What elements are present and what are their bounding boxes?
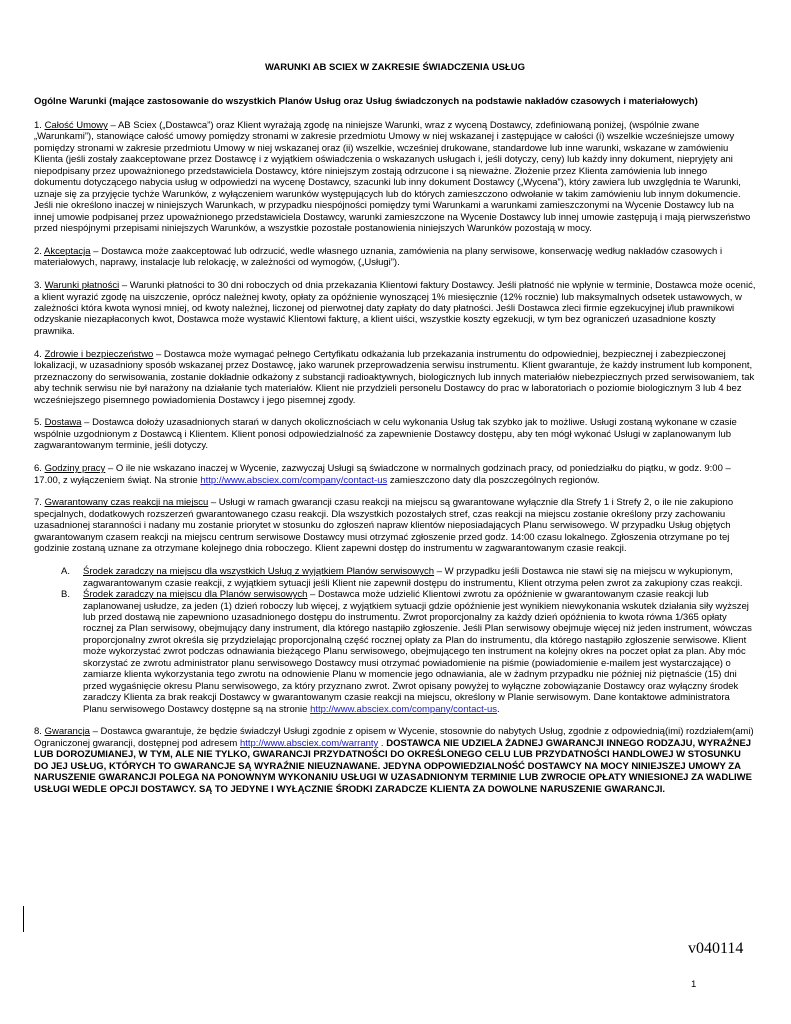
section-number: 6.	[34, 463, 45, 475]
section-heading: Akceptacja	[44, 245, 91, 257]
section-text: – AB Sciex („Dostawca”) oraz Klient wyrażają zgodę na niniejsze Warunki, wraz z wyceną Dostawcy, zdefiniowaną poniżej, (wspólnie zwane „Warunkami”), stanowiące całość umowy pomiędzy stronami w zakresie przedmiotu Umowy w niej wskazanej i zastępujące w całości (i) wszelkie wcześniejsze umowy pomiędzy stronami w zakresie przedmiotu Umowy w niej wskazanej oraz (ii) wszelkie, wcześniej drukowane, standardowe lub inne warunki, wskazane w zamówieniu Klienta (jeśli zostały zaakceptowane przez Dostawcę i z wyjątkiem oświadczenia o wskazanych usługach i, jeśli dotyczy, ceny) lub każdy inny dokument, niepryjęty ani niepodpisany przez upoważnionego przedstawiciela Dostawcy, które niniejszym zostają odrzucone i są nieważne. Złożenie przez Klienta zamówienia lub innego dokumentu dotyczącego nabycia usług w odpowiedzi na wycenę Dostawcy, szacunki lub inny dokument Dostawcy („Wycena”), który zawiera lub uwzględnia te Warunki, uznaje się za przyjęcie tychże Warunków, z wyłączeniem warunków występujących lub do których zamieszczono odwołanie w takim zamówieniu lub innym dokumencie. Jeśli nie określono inaczej w niniejszych Warunkach, w przypadku niespójności pomiędzy tymi Warunkami a warunkami zamieszczonymi na Wycenie Dostawcy lub na innej umowie podpisanej przez upoważnionego przedstawiciela Dostawcy, warunki zamieszczone na Wycenie Dostawcy lub innej umowie zastępują i mają pierwszeństwo przed niespójnymi przepisami niniejszych Warunków, a wszystkie pozostałe postanowienia niniejszych Warunków pozostają w mocy.	[34, 119, 751, 234]
list-item-heading: Środek zaradczy na miejscu dla Planów serwisowych	[83, 589, 308, 601]
contact-us-link[interactable]: http://www.absciex.com/company/contact-us	[200, 474, 388, 486]
section-number: 8.	[34, 726, 45, 738]
section-text-after: .	[378, 737, 387, 749]
section-number: 5.	[34, 417, 45, 429]
list-item-b	[61, 589, 756, 715]
list-letter: B.	[61, 589, 70, 601]
section-1	[34, 120, 756, 235]
revision-bar	[23, 906, 24, 932]
section-3	[34, 280, 756, 337]
section-8	[34, 726, 756, 795]
section-7-list	[34, 566, 756, 715]
section-number: 7.	[34, 497, 45, 509]
section-heading: Dostawa	[44, 417, 82, 429]
warranty-disclaimer: DOSTAWCA NIE UDZIELA ŻADNEJ GWARANCJI INNEGO RODZAJU, WYRAŹNEJ LUB DOROZUMIANEJ, W TYM, ALE NIE TYLKO, GWARANCJI PRZYDATNOŚCI DO OKREŚLONEGO CELU LUB PRZYDATNOŚCI HANDLOWEJ W STOSUNKU DO JEJ USŁUG, KTÓRYCH TO GWARANCJE SĄ WYRAŹNIE NIEUZNAWANE. JEDYNA ODPOWIEDZIALNOŚĆ DOSTAWCY NA MOCY NINIEJSZEJ UMOWY ZA NARUSZENIE GWARANCJI POLEGA NA PONOWNYM WYKONANIU USŁUGI W UZASADNIONYM TERMINIE LUB ZWROCIE OPŁATY WNIESIONEJ ZA WADLIWE USŁUGI WEDLE OPCJI DOSTAWCY. SĄ TO JEDYNE I WYŁĄCZNIE ŚRODKI ZARADCZE KLIENTA ZA DOWOLNE NARUSZENIE GWARANCJI.	[34, 737, 752, 795]
section-7	[34, 497, 756, 554]
section-heading: Całość Umowy	[44, 119, 108, 131]
list-item-body: – Dostawca może udzielić Klientowi zwrotu za opóźnienie w gwarantowanym czasie reakcji lub zaplanowanej usłudze, za jeden (1) dzień roboczy lub więcej, z wyjątkiem sytuacji gdzie opóźnienie jest wynikiem niewykonania wskutek działania siły wyższej lub przed dostawą nie zapewniono uzasadnionego dostępu do instrumentu. Zwrot proporcjonalny za każdy dzień opóźnienia to kwota równa 1/365 opłaty rocznej za Plan serwisowy, obejmujący dany instrument, dla którego nastąpiło zgłoszenie. Jeśli Plan serwisowy obejmuje więcej niż jeden instrument, wówczas proporcjonalny zwrot określa się przydzielając proporcjonalną część rocznej opłaty za Plan do instrumentu, dla którego nastąpiło zgłoszenie serwisowe. Klient może wykorzystać zwrot podczas odnawiania bieżącego Planu serwisowego, obejmującego ten instrument na kolejny okres na poczet opłat za plan. Aby móc skorzystać ze zwrotu administrator planu serwisowego Dostawcy musi otrzymać powiadomienie na piśmie (powiadomienie e-mailem jest wystarczające) o zamiarze klienta wykorzystania tego zwrotu na odnowienie Planu w momencie jego odnawiania, ale w żadnym przypadku nie później niż piętnaście (15) dni przed wygaśnięcie okresu Planu serwisowego, za który przyznano zwrot. Zwrot opisany powyżej to wyłączne zobowiązanie Dostawcy oraz wyłączny środek zaradczy Klienta za brak reakcji Dostawcy w gwarantowanym czasie reakcji na miejscu, określony w Planie serwisowym. Dane kontaktowe administratora Planu serwisowego Dostawcy dostępne są na stronie	[83, 589, 752, 715]
section-heading: Gwarancja	[44, 726, 90, 738]
section-6	[34, 463, 756, 486]
section-text: – Dostawca może wymagać pełnego Certyfikatu odkażania lub przekazania instrumentu do odpowiedniej, bezpiecznej i zabezpieczonej lokalizacji, w uzasadniony sposób wskazanej przez Dostawcę, jako warunek przeprowadzenia serwisu instrumentu. Klient gwarantuje, że każdy instrument lub komponent, przeznaczony do serwisowania, zostanie dokładnie odkażony z substancji radioaktywnych, biologicznych lub innych materiałów niebezpiecznych przed serwisowaniem, tak aby technik serwisu nie był narażony na działanie tych materiałów. Klient nie przydzieli personelu Dostawcy do prac w laboratoriach o poziomie biologicznym 3 lub 4 bez wcześniejszego pisemnego powiadomienia Dostawcy i jego pisemnej zgody.	[34, 348, 755, 406]
section-4	[34, 349, 756, 406]
list-item-text	[83, 566, 756, 589]
section-2	[34, 246, 756, 269]
document-body	[34, 62, 756, 807]
section-heading: Zdrowie i bezpieczeństwo	[44, 348, 154, 360]
list-item-heading: Środek zaradczy na miejscu dla wszystkich Usług z wyjątkiem Planów serwisowych	[83, 566, 435, 578]
section-text: – Dostawca może zaakceptować lub odrzucić, wedle własnego uznania, zamówienia na plany serwisowe, konserwację według nakładów czasowych i materiałowych, naprawy, instalacje lub relokację, w zależności od wymogów, („Usługi”).	[34, 245, 723, 269]
section-text: – Warunki płatności to 30 dni roboczych od dnia przekazania Klientowi faktury Dostawcy. Jeśli płatność nie wpłynie w terminie, Dostawca może ocenić, a klient wyrazić zgodę na uiszczenie, oprócz należnej kwoty, opłaty za opóźnienie wynoszącej 1% miesięcznie (12% rocznie) lub maksymalnych odsetek ustawowych, w zależności która kwota wynosi mniej, od kwoty należnej, liczonej od pierwotnej daty zapłaty do daty płatności. Jeśli Dostawca zleci firmie egzekucyjnej i/lub prawnikowi odzyskanie niezapłaconych kwot, Dostawca może wystawić Klientowi fakturę, a klient uiści, wszystkie koszty egzekucji, w tym bez ograniczeń uzasadnione koszty prawnika.	[34, 280, 756, 337]
section-text-after: zamieszczono daty dla poszczególnych regionów.	[387, 474, 600, 486]
document-title: WARUNKI AB SCIEX W ZAKRESIE ŚWIADCZENIA USŁUG	[264, 62, 526, 73]
document-subtitle: Ogólne Warunki (mające zastosowanie do wszystkich Planów Usług oraz Usług świadczonych na podstawie nakładów czasowych i materiałowych)	[34, 96, 698, 108]
contact-us-link[interactable]: http://www.absciex.com/company/contact-us	[310, 703, 497, 715]
section-heading: Gwarantowany czas reakcji na miejscu	[44, 497, 209, 509]
section-heading: Warunki płatności	[44, 280, 120, 292]
list-letter: A.	[61, 566, 70, 578]
list-item-a	[61, 566, 756, 589]
section-number: 1.	[34, 119, 45, 131]
section-heading: Godziny pracy	[44, 463, 106, 475]
section-number: 4.	[34, 348, 45, 360]
list-item-text	[83, 589, 756, 715]
section-text: – O ile nie wskazano inaczej w Wycenie, zazwyczaj Usługi są świadczone w normalnych godzinach pracy, od poniedziałku do piątku, w godz. 9:00 – 17.00, z wyłączeniem świąt. Na stronie	[34, 463, 731, 486]
warranty-link[interactable]: http://www.absciex.com/warranty	[239, 737, 379, 749]
section-number: 3.	[34, 280, 45, 292]
list-item-body: – W przypadku jeśli Dostawca nie stawi się na miejscu w wykupionym, zagwarantowanym czasie reakcji, z wyjątkiem sytuacji jeśli Klient nie zapewnił dostępu do instrumentu, Klient otrzyma pełen zwrot za zakupiony czas reakcji.	[83, 566, 743, 589]
page-number: 1	[691, 979, 697, 990]
list-item-body-after: .	[497, 703, 500, 715]
section-number: 2.	[34, 245, 45, 257]
section-5	[34, 417, 756, 451]
section-text: – Dostawca dołoży uzasadnionych starań w danych okolicznościach w celu wykonania Usług tak szybko jak to możliwe. Usługi zostaną wykonane w czasie wspólnie uzgodnionym z Dostawcą i Klientem. Klient ponosi odpowiedzialność za zapewnienie Dostawcy dostępu, aby ten mógł wykonać Usługi w zaplanowanym lub zagwarantowanym terminie, jeśli dotyczy.	[34, 417, 737, 452]
section-text: – Dostawca gwarantuje, że będzie świadczył Usługi zgodnie z opisem w Wycenie, stosownie do nabytych Usług, zgodnie z odpowiednią(imi) rozdziałem(ami) Ograniczonej gwarancji, dostępnej pod adresem	[34, 726, 754, 749]
version-code: v040114	[688, 940, 744, 957]
section-text: – Usługi w ramach gwarancji czasu reakcji na miejscu są gwarantowane wyłącznie dla Strefy 1 i Strefy 2, o ile nie zakupiono specjalnych, dodatkowych rozszerzeń gwarantowanego czasu reakcji. Dla wszystkich pozostałych stref, czas reakcji na miejscu zostanie określony przy zachowaniu uzasadnionej staranności i nadany mu zostanie priorytet w stosunku do zgłoszeń napraw klientów nieposiadających Planu serwisowego. W przypadku Usług objętych gwarantowanym czasem reakcji na miejscu centrum serwisowe Dostawcy musi otrzymać zgłoszenie przed godz. 14:00 czasu lokalnego. Zgłoszenia otrzymane po tej godzinie zostaną uznane za otrzymane kolejnego dnia roboczego. Klient zapewni dostęp do instrumentu w zagwarantowanym czasie reakcji.	[34, 497, 734, 555]
